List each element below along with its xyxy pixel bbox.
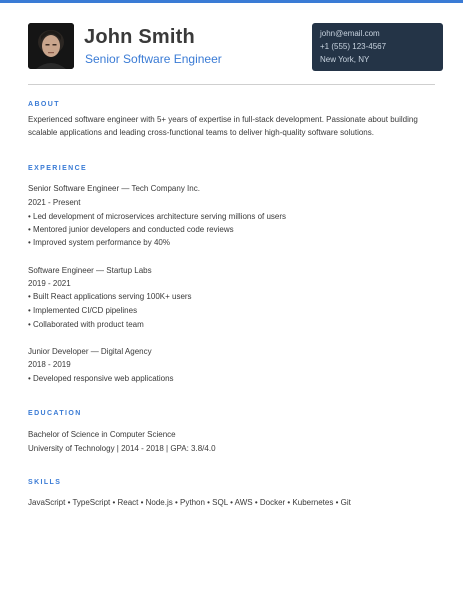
job-dates: 2018 - 2019 [28, 360, 71, 369]
job-dates: 2021 - Present [28, 198, 81, 207]
header-divider [28, 84, 435, 85]
resume-page [28, 22, 435, 507]
job-bullet: • Led development of microservices architecture serving millions of users [28, 212, 287, 221]
skills-heading: SKILLS [28, 479, 62, 486]
contact-box [312, 23, 443, 71]
job-bullet: • Developed responsive web applications [28, 374, 174, 383]
contact-email: john@email.com [320, 29, 380, 38]
contact-phone: +1 (555) 123-4567 [320, 42, 387, 51]
job-bullet: • Improved system performance by 40% [28, 238, 170, 247]
job-role: Software Engineer — Startup Labs [28, 266, 152, 275]
job-role: Senior Software Engineer — Tech Company Inc. [28, 184, 200, 193]
about-text: Experienced software engineer with 5+ years of expertise in full-stack development. Passionate about building scalable applications and leading cross-functional teams to deliver high-quality software solutions. [28, 115, 418, 137]
resume-header [28, 22, 435, 84]
education-details: University of Technology | 2014 - 2018 | GPA: 3.8/4.0 [28, 444, 216, 453]
top-accent-bar [0, 0, 463, 3]
job-role: Junior Developer — Digital Agency [28, 347, 152, 356]
education-degree: Bachelor of Science in Computer Science [28, 430, 176, 439]
job-bullet: • Implemented CI/CD pipelines [28, 306, 138, 315]
contact-location: New York, NY [320, 55, 370, 64]
job-dates: 2019 - 2021 [28, 279, 71, 288]
candidate-name: John Smith [84, 26, 195, 48]
job-bullet: • Built React applications serving 100K+ users [28, 292, 192, 301]
avatar-photo [28, 23, 74, 69]
job-bullet: • Collaborated with product team [28, 320, 144, 329]
avatar [28, 23, 74, 69]
about-heading: ABOUT [28, 101, 60, 108]
skills-list: JavaScript • TypeScript • React • Node.js • Python • SQL • AWS • Docker • Kubernetes • Git [28, 498, 351, 507]
experience-heading: EXPERIENCE [28, 165, 88, 172]
education-heading: EDUCATION [28, 410, 82, 417]
job-bullet: • Mentored junior developers and conducted code reviews [28, 225, 234, 234]
candidate-title: Senior Software Engineer [85, 52, 222, 66]
